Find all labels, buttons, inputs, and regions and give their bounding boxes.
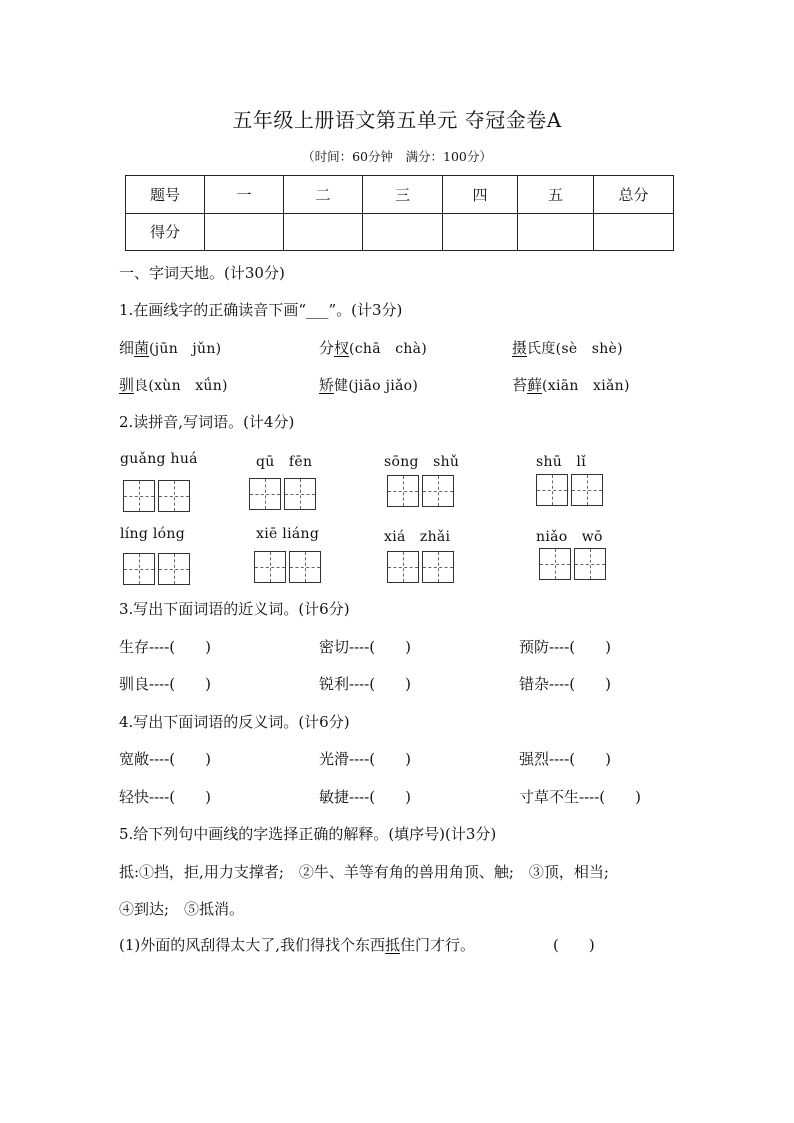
score-table-cell: 五 <box>518 176 594 214</box>
writing-box[interactable] <box>123 553 155 585</box>
q1-item <box>119 337 221 358</box>
q5-definitions-line: ④到达; ⑤抵消。 <box>119 900 245 918</box>
question-3-title: 3.写出下面词语的近义词。(计6分) <box>119 600 350 618</box>
writing-box[interactable] <box>571 474 603 506</box>
q3-item[interactable]: 驯良----( ) <box>119 675 211 693</box>
q2-pinyin: sōng shǔ <box>384 454 460 470</box>
score-table-header-row <box>126 176 674 214</box>
q1-item-pre: 苔 <box>512 376 528 394</box>
q1-item-pinyin[interactable]: (chā chà) <box>349 341 428 357</box>
q3-item[interactable]: 错杂----( ) <box>519 675 611 693</box>
question-5-title: 5.给下列句中画线的字选择正确的解释。(填序号)(计3分) <box>119 825 497 843</box>
q3-item[interactable]: 锐利----( ) <box>319 675 411 693</box>
score-input-cell[interactable] <box>443 213 518 251</box>
q1-item-underlined: 摄 <box>512 339 528 357</box>
writing-box[interactable] <box>289 551 321 583</box>
q1-item-underlined: 矫 <box>319 376 335 394</box>
q1-item-underlined: 杈 <box>334 339 350 357</box>
q1-item-underlined: 菌 <box>134 339 150 357</box>
writing-box[interactable] <box>539 548 571 580</box>
q2-writing-grid <box>387 475 454 507</box>
question-1-title: 1.在画线字的正确读音下画“___”。(计3分) <box>119 301 403 319</box>
q5-definitions-line: 抵:①挡，拒,用力支撑者; ②牛、羊等有角的兽用角顶、触; ③顶，相当; <box>119 863 609 881</box>
score-table-cell: 二 <box>284 176 363 214</box>
score-table <box>125 175 674 251</box>
q1-item-pinyin[interactable]: (xiān xiǎn) <box>542 378 630 394</box>
q1-item-pre: 细 <box>119 339 135 357</box>
score-input-cell[interactable] <box>205 213 284 251</box>
writing-box[interactable] <box>422 551 454 583</box>
score-table-cell: 总分 <box>594 176 674 214</box>
score-input-cell[interactable] <box>518 213 594 251</box>
q1-item <box>512 337 623 358</box>
score-input-cell[interactable] <box>594 213 674 251</box>
q2-writing-grid <box>123 553 190 585</box>
page-subtitle: （时间：60分钟 满分：100分） <box>302 149 492 164</box>
score-table-score-row <box>126 213 674 251</box>
q5-sentence-post: 住门才行。 <box>400 936 476 954</box>
writing-box[interactable] <box>574 548 606 580</box>
q5-sentence <box>119 934 475 955</box>
score-input-cell[interactable] <box>363 213 443 251</box>
writing-box[interactable] <box>123 480 155 512</box>
q4-item[interactable]: 强烈----( ) <box>519 750 611 768</box>
q4-item[interactable]: 敏捷----( ) <box>319 788 411 806</box>
q4-item[interactable]: 宽敞----( ) <box>119 750 211 768</box>
writing-box[interactable] <box>422 475 454 507</box>
q1-item <box>319 337 427 358</box>
score-table-cell: 四 <box>443 176 518 214</box>
q1-item-pre: 分 <box>319 339 335 357</box>
writing-box[interactable] <box>158 553 190 585</box>
q2-pinyin: xiē liáng <box>256 526 320 542</box>
q2-pinyin: qū fēn <box>256 454 313 470</box>
question-4-title: 4.写出下面词语的反义词。(计6分) <box>119 713 350 731</box>
section-heading: 一、字词天地。(计30分) <box>119 264 285 282</box>
q2-writing-grid <box>254 551 321 583</box>
q1-item <box>119 374 228 395</box>
score-table-cell: 一 <box>205 176 284 214</box>
q2-writing-grid <box>123 480 190 512</box>
page-title: 五年级上册语文第五单元 夺冠金卷A <box>232 108 562 132</box>
q4-item[interactable]: 轻快----( ) <box>119 788 211 806</box>
q2-writing-grid <box>539 548 606 580</box>
score-table-cell: 三 <box>363 176 443 214</box>
q2-pinyin: shū lǐ <box>536 454 586 470</box>
q1-item <box>319 374 418 395</box>
score-table-cell: 题号 <box>126 176 205 214</box>
q3-item[interactable]: 密切----( ) <box>319 638 411 656</box>
writing-box[interactable] <box>284 478 316 510</box>
q2-pinyin: xiá zhǎi <box>384 529 451 545</box>
q3-item[interactable]: 生存----( ) <box>119 638 211 656</box>
q2-writing-grid <box>387 551 454 583</box>
q1-item-pinyin[interactable]: (jūn jǔn) <box>149 341 222 357</box>
writing-box[interactable] <box>536 474 568 506</box>
q2-writing-grid <box>249 478 316 510</box>
q1-item-pinyin[interactable]: 健(jiāo jiǎo) <box>334 378 419 394</box>
q2-pinyin: niǎo wō <box>536 529 603 545</box>
q5-sentence-underlined: 抵 <box>385 936 401 954</box>
q2-pinyin: líng lóng <box>120 526 185 542</box>
q3-item[interactable]: 预防----( ) <box>519 638 611 656</box>
q1-item-pinyin[interactable]: 良(xùn xǘn) <box>134 378 228 394</box>
writing-box[interactable] <box>387 551 419 583</box>
q1-item-pinyin[interactable]: 氏度(sè shè) <box>527 341 623 357</box>
score-table-cell: 得分 <box>126 213 205 251</box>
q2-writing-grid <box>536 474 603 506</box>
writing-box[interactable] <box>387 475 419 507</box>
q2-pinyin: guǎng huá <box>120 451 198 467</box>
q5-sentence-pre: (1)外面的风刮得太大了,我们得找个东西 <box>119 936 386 954</box>
q4-item[interactable]: 光滑----( ) <box>319 750 411 768</box>
score-input-cell[interactable] <box>284 213 363 251</box>
q4-item[interactable]: 寸草不生----( ) <box>519 788 641 806</box>
q5-answer-blank[interactable]: ( ) <box>553 936 595 954</box>
question-2-title: 2.读拼音,写词语。(计4分) <box>119 413 295 431</box>
writing-box[interactable] <box>158 480 190 512</box>
q1-item-underlined: 驯 <box>119 376 135 394</box>
q1-item-underlined: 藓 <box>527 376 543 394</box>
writing-box[interactable] <box>249 478 281 510</box>
writing-box[interactable] <box>254 551 286 583</box>
q1-item <box>512 374 630 395</box>
